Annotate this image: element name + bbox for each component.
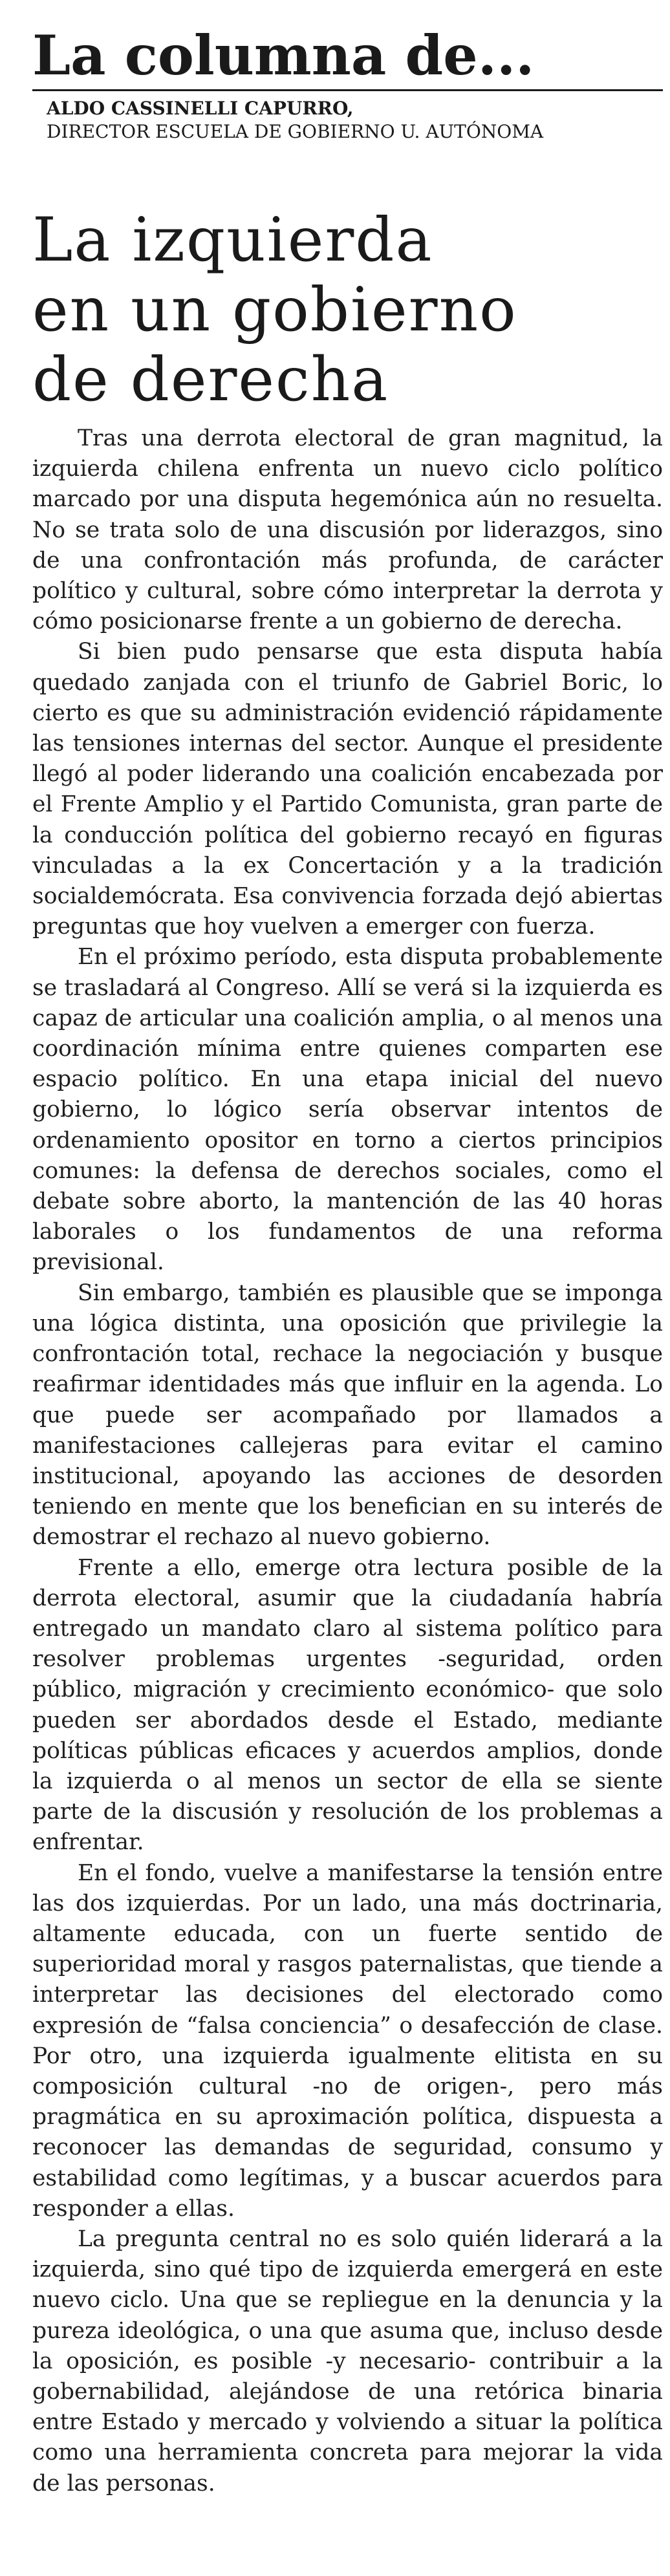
article-body bbox=[32, 424, 663, 2499]
author-role: DIRECTOR ESCUELA DE GOBIERNO U. AUTÓNOMA bbox=[47, 121, 544, 142]
header-divider bbox=[32, 89, 663, 91]
headline-line: La izquierda bbox=[32, 205, 433, 275]
body-paragraph: Tras una derrota electoral de gran magnitud, la izquierda chilena enfrenta un nuevo ciclo político marcado por una disputa hegemónica aún no resuelta. No se trata solo de una discusión por liderazgos, sino de una confrontación más profunda, de carácter político y cultural, sobre cómo interpretar la derrota y cómo posicionarse frente a un gobierno de derecha. bbox=[32, 425, 663, 635]
byline bbox=[47, 97, 543, 144]
body-paragraph: Sin embargo, también es plausible que se imponga una lógica distinta, una oposición que privilegie la confrontación total, rechace la negociación y busque reafirmar identidades más que influir en la agenda. Lo que puede ser acompañado por llamados a manifestaciones callejeras para evitar el camino institucional, apoyando las acciones de desorden teniendo en mente que los benefician en su interés de demostrar el rechazo al nuevo gobierno. bbox=[32, 1280, 663, 1551]
body-paragraph: En el fondo, vuelve a manifestarse la tensión entre las dos izquierdas. Por un lado, una más doctrinaria, altamente educada, con un fuerte sentido de superioridad moral y rasgos paternalistas, que tiende a interpretar las decisiones del electorado como expresión de “falsa conciencia” o desafección de clase. Por otro, una izquierda igualmente elitista en su composición cultural -no de origen-, pero más pragmática en su aproximación política, dispuesta a reconocer las demandas de seguridad, consumo y estabilidad como legítimas, y a buscar acuerdos para responder a ellas. bbox=[32, 1860, 663, 2222]
body-paragraph: Frente a ello, emerge otra lectura posible de la derrota electoral, asumir que la ciudadanía habría entregado un mandato claro al sistema político para resolver problemas urgentes -seguridad, orden público, migración y crecimiento económico- que solo pueden ser abordados desde el Estado, mediante políticas públicas eficaces y acuerdos amplios, donde la izquierda o al menos un sector de ella se siente parte de la discusión y resolución de los problemas a enfrentar. bbox=[32, 1554, 663, 1856]
headline-line: de derecha bbox=[32, 345, 389, 415]
headline-line: en un gobierno bbox=[32, 275, 517, 345]
body-paragraph: La pregunta central no es solo quién liderará a la izquierda, sino qué tipo de izquierda emergerá en este nuevo ciclo. Una que se repliegue en la denuncia y la pureza ideológica, o una que asuma que, incluso desde la oposición, es posible -y necesario- contribuir a la gobernabilidad, alejándose de una retórica binaria entre Estado y mercado y volviendo a situar la política como una herramienta concreta para mejorar la vida de las personas. bbox=[32, 2226, 663, 2496]
column-header bbox=[32, 25, 663, 87]
body-paragraph: Si bien pudo pensarse que esta disputa había quedado zanjada con el triunfo de Gabriel Boric, lo cierto es que su administración evidenció rápidamente las tensiones internas del sector. Aunque el presidente llegó al poder liderando una coalición encabezada por el Frente Amplio y el Partido Comunista, gran parte de la conducción política del gobierno recayó en figuras vinculadas a la ex Concertación y a la tradición socialdemócrata. Esa convivencia forzada dejó abiertas preguntas que hoy vuelven a emerger con fuerza. bbox=[32, 639, 663, 940]
article-headline bbox=[32, 206, 663, 415]
author-name: ALDO CASSINELLI CAPURRO, bbox=[47, 98, 354, 119]
section-title: La columna de... bbox=[32, 23, 535, 87]
body-paragraph: En el próximo período, esta disputa probablemente se trasladará al Congreso. Allí se verá si la izquierda es capaz de articular una coalición amplia, o al menos una coordinación mínima entre quienes comparten ese espacio político. En una etapa inicial del nuevo gobierno, lo lógico sería observar intentos de ordenamiento opositor en torno a ciertos principios comunes: la defensa de derechos sociales, como el debate sobre aborto, la mantención de las 40 horas laborales o los fundamentos de una reforma previsional. bbox=[32, 944, 663, 1276]
